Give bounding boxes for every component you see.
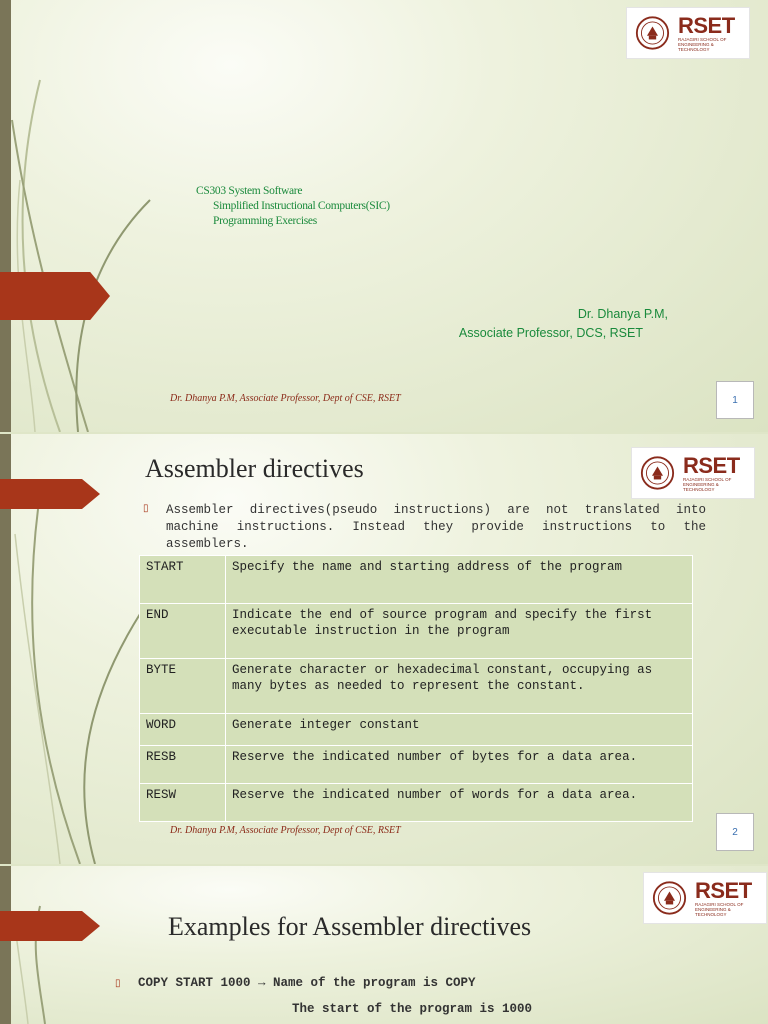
slide-2 (0, 434, 768, 864)
course-subtopic: Programming Exercises (213, 215, 317, 227)
directives-table (139, 555, 693, 822)
logo-subtitle-2: ENGINEERING & TECHNOLOGY (694, 906, 731, 917)
directive-name: BYTE (140, 659, 226, 714)
square-bullet-icon: ▯ (143, 503, 149, 514)
directive-name: WORD (140, 714, 226, 746)
rset-emblem-icon (652, 879, 687, 917)
slide-title: Assembler directives (145, 454, 364, 483)
slide-1 (0, 0, 768, 432)
table-row (140, 659, 693, 714)
directive-description: Reserve the indicated number of bytes for a data area. (226, 746, 693, 784)
rset-emblem-icon (640, 454, 675, 492)
course-info (196, 184, 390, 229)
decorative-swirl (0, 866, 200, 1024)
chevron-banner-icon (0, 272, 110, 320)
rset-logo (626, 7, 750, 59)
directive-name: RESB (140, 746, 226, 784)
rset-logo (631, 447, 755, 499)
directive-description: Reserve the indicated number of words for a data area. (226, 784, 693, 822)
table-row (140, 784, 693, 822)
rset-emblem-icon (635, 14, 670, 52)
directive-description: Specify the name and starting address of the program (226, 556, 693, 604)
example-line-1: COPY START 1000 → Name of the program is COPY (138, 976, 476, 990)
course-topic: Simplified Instructional Computers(SIC) (213, 200, 390, 212)
table-row (140, 556, 693, 604)
slide-title: Examples for Assembler directives (168, 912, 532, 941)
directive-description: Generate integer constant (226, 714, 693, 746)
logo-subtitle-1: RAJAGIRI SCHOOL OF (682, 476, 732, 482)
logo-subtitle-2: ENGINEERING & TECHNOLOGY (682, 481, 719, 492)
logo-subtitle-1: RAJAGIRI SCHOOL OF (677, 36, 727, 42)
slide-footer: Dr. Dhanya P.M, Associate Professor, Dept of CSE, RSET (170, 393, 401, 404)
directive-description: Generate character or hexadecimal constant, occupying as many bytes as needed to represent the constant. (226, 659, 693, 714)
page-number: 1 (732, 394, 738, 406)
chevron-banner-icon (0, 479, 100, 509)
directive-name: START (140, 556, 226, 604)
left-accent-bar (0, 0, 11, 432)
example-line-2: The start of the program is 1000 (292, 1002, 533, 1016)
slide-3 (0, 866, 768, 1024)
logo-wordmark: RSET (694, 877, 752, 903)
rset-logo (643, 872, 767, 924)
logo-subtitle-1: RAJAGIRI SCHOOL OF (694, 901, 744, 907)
table-row (140, 746, 693, 784)
page-number-box (716, 381, 754, 419)
bullet-text: Assembler directives(pseudo instructions) are not translated into machine instructions. Instead they provide instructions to the assemblers. (166, 503, 706, 551)
decorative-swirl (0, 0, 200, 432)
course-code: CS303 System Software (196, 185, 303, 197)
logo-wordmark: RSET (682, 452, 740, 478)
left-accent-bar (0, 866, 11, 1024)
author-title: Associate Professor, DCS, RSET (458, 326, 643, 340)
table-row (140, 714, 693, 746)
logo-wordmark: RSET (677, 12, 735, 38)
directive-description: Indicate the end of source program and specify the first executable instruction in the program (226, 604, 693, 659)
chevron-banner-icon (0, 911, 100, 941)
slide-footer: Dr. Dhanya P.M, Associate Professor, Dept of CSE, RSET (170, 825, 401, 836)
page-number-box (716, 813, 754, 851)
directive-name: RESW (140, 784, 226, 822)
directive-name: END (140, 604, 226, 659)
logo-subtitle-2: ENGINEERING & TECHNOLOGY (677, 41, 714, 52)
page-number: 2 (732, 826, 738, 838)
square-bullet-icon: ▯ (115, 978, 121, 989)
table-row (140, 604, 693, 659)
author-block (459, 305, 668, 343)
author-name: Dr. Dhanya P.M, (577, 307, 668, 321)
